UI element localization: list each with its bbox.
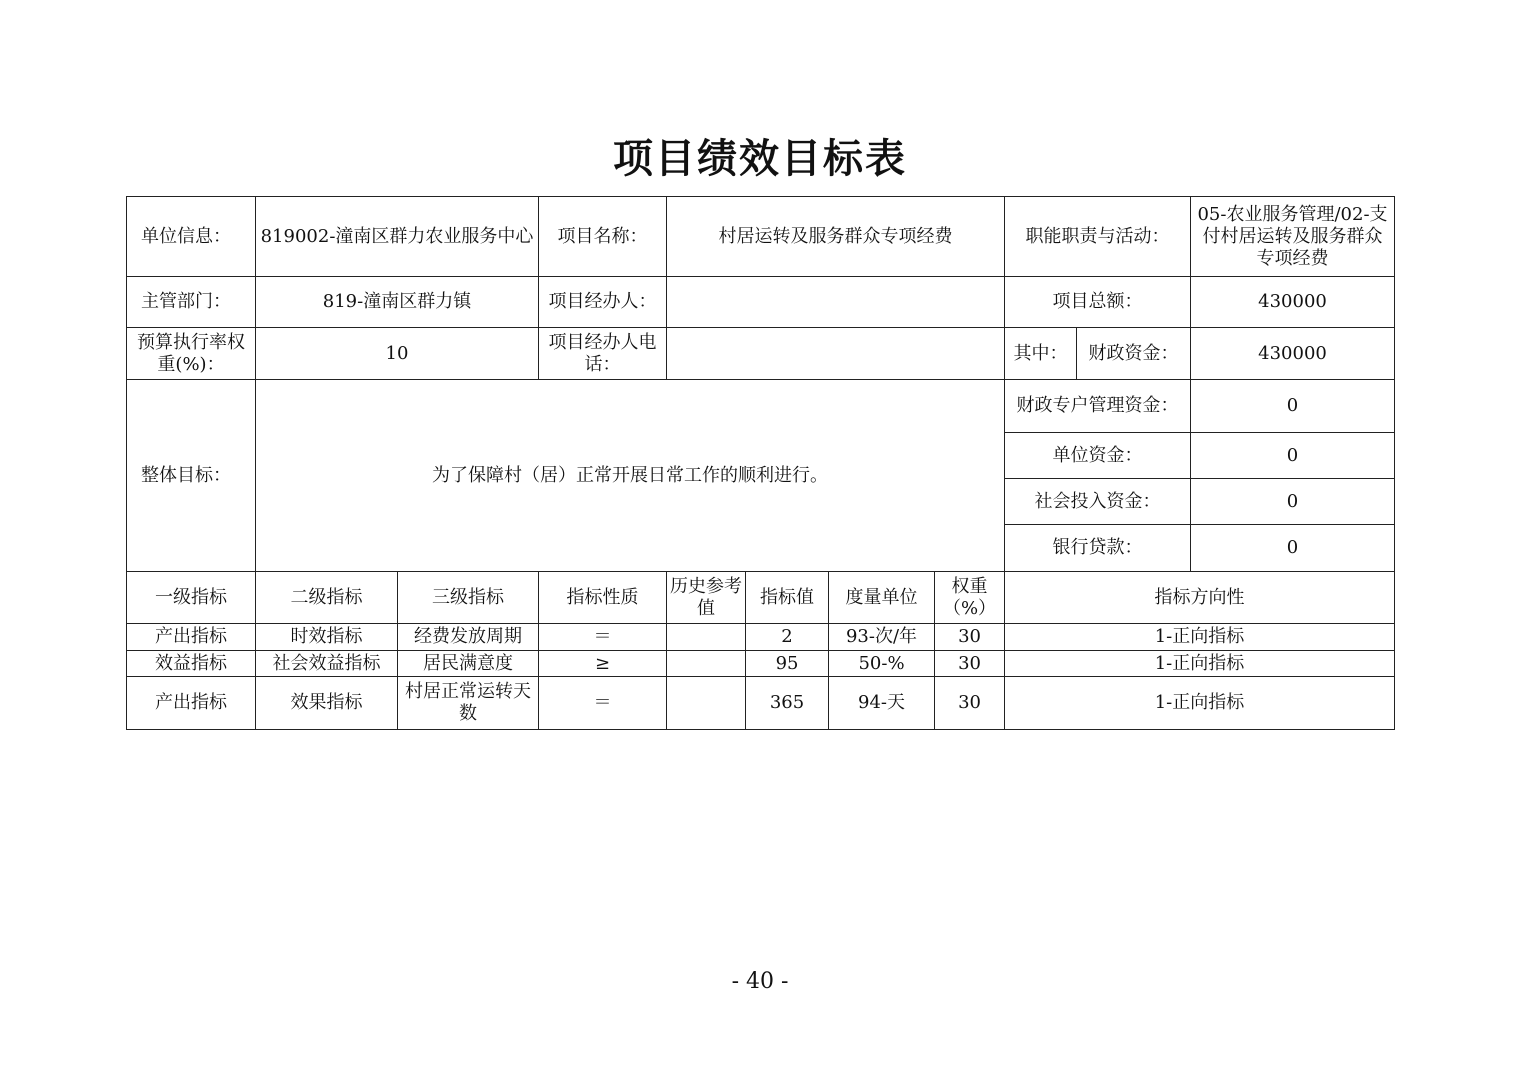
info-row-budget	[127, 328, 1395, 380]
manager-label: 项目经办人：	[539, 277, 667, 328]
bank-loan-label: 银行贷款：	[1005, 525, 1191, 572]
header-nature: 指标性质	[539, 572, 667, 624]
social-fund-value: 0	[1191, 479, 1395, 525]
indicator-direction: 1-正向指标	[1005, 677, 1395, 730]
indicator-weight: 30	[935, 677, 1005, 730]
total-value: 430000	[1191, 277, 1395, 328]
unit-info-value: 819002-潼南区群力农业服务中心	[256, 197, 539, 277]
info-row-fiscal-special	[127, 380, 1395, 433]
header-level2: 二级指标	[256, 572, 398, 624]
indicator-nature: ＝	[539, 624, 667, 651]
total-label: 项目总额：	[1005, 277, 1191, 328]
manager-phone-label: 项目经办人电话：	[539, 328, 667, 380]
info-row-unit	[127, 197, 1395, 277]
indicator-level1: 产出指标	[127, 624, 256, 651]
fiscal-special-value: 0	[1191, 380, 1395, 433]
project-name-value: 村居运转及服务群众专项经费	[667, 197, 1005, 277]
indicator-history	[667, 677, 746, 730]
indicator-level2: 社会效益指标	[256, 651, 398, 677]
fiscal-value: 430000	[1191, 328, 1395, 380]
duty-label: 职能职责与活动：	[1005, 197, 1191, 277]
indicator-level1: 产出指标	[127, 677, 256, 730]
page-title: 项目绩效目标表	[613, 135, 907, 182]
fiscal-label: 财政资金：	[1077, 328, 1191, 380]
indicator-weight: 30	[935, 651, 1005, 677]
unit-info-label: 单位信息：	[127, 197, 256, 277]
dept-label: 主管部门：	[127, 277, 256, 328]
project-name-label: 项目名称：	[539, 197, 667, 277]
social-fund-label: 社会投入资金：	[1005, 479, 1191, 525]
goal-label: 整体目标：	[127, 380, 256, 572]
indicator-unit: 50-%	[829, 651, 935, 677]
indicator-value: 365	[746, 677, 829, 730]
fiscal-special-label: 财政专户管理资金：	[1005, 380, 1191, 433]
header-history: 历史参考值	[667, 572, 746, 624]
goal-value: 为了保障村（居）正常开展日常工作的顺利进行。	[256, 380, 1005, 572]
indicator-unit: 93-次/年	[829, 624, 935, 651]
budget-rate-label: 预算执行率权重(%)：	[127, 328, 256, 380]
header-value: 指标值	[746, 572, 829, 624]
info-row-dept	[127, 277, 1395, 328]
header-weight: 权重（%）	[935, 572, 1005, 624]
indicator-nature: ＝	[539, 677, 667, 730]
indicator-level1: 效益指标	[127, 651, 256, 677]
manager-value	[667, 277, 1005, 328]
indicator-unit: 94-天	[829, 677, 935, 730]
header-direction: 指标方向性	[1005, 572, 1395, 624]
indicator-nature: ≥	[539, 651, 667, 677]
unit-fund-value: 0	[1191, 433, 1395, 479]
dept-value: 819-潼南区群力镇	[256, 277, 539, 328]
of-which-label: 其中：	[1005, 328, 1077, 380]
indicator-level3: 经费发放周期	[398, 624, 539, 651]
performance-goal-table	[126, 196, 1395, 730]
table-row	[127, 677, 1395, 730]
indicator-weight: 30	[935, 624, 1005, 651]
table-row	[127, 624, 1395, 651]
duty-value: 05-农业服务管理/02-支付村居运转及服务群众专项经费	[1191, 197, 1395, 277]
indicator-direction: 1-正向指标	[1005, 624, 1395, 651]
indicator-history	[667, 651, 746, 677]
page-number: - 40 -	[731, 969, 789, 994]
indicator-value: 95	[746, 651, 829, 677]
indicator-value: 2	[746, 624, 829, 651]
unit-fund-label: 单位资金：	[1005, 433, 1191, 479]
indicator-header-row	[127, 572, 1395, 624]
bank-loan-value: 0	[1191, 525, 1395, 572]
indicator-history	[667, 624, 746, 651]
indicator-level2: 效果指标	[256, 677, 398, 730]
manager-phone-value	[667, 328, 1005, 380]
table-row	[127, 651, 1395, 677]
indicator-direction: 1-正向指标	[1005, 651, 1395, 677]
indicator-level2: 时效指标	[256, 624, 398, 651]
indicator-level3: 居民满意度	[398, 651, 539, 677]
indicator-level3: 村居正常运转天数	[398, 677, 539, 730]
budget-rate-value: 10	[256, 328, 539, 380]
header-level1: 一级指标	[127, 572, 256, 624]
header-level3: 三级指标	[398, 572, 539, 624]
header-unit: 度量单位	[829, 572, 935, 624]
